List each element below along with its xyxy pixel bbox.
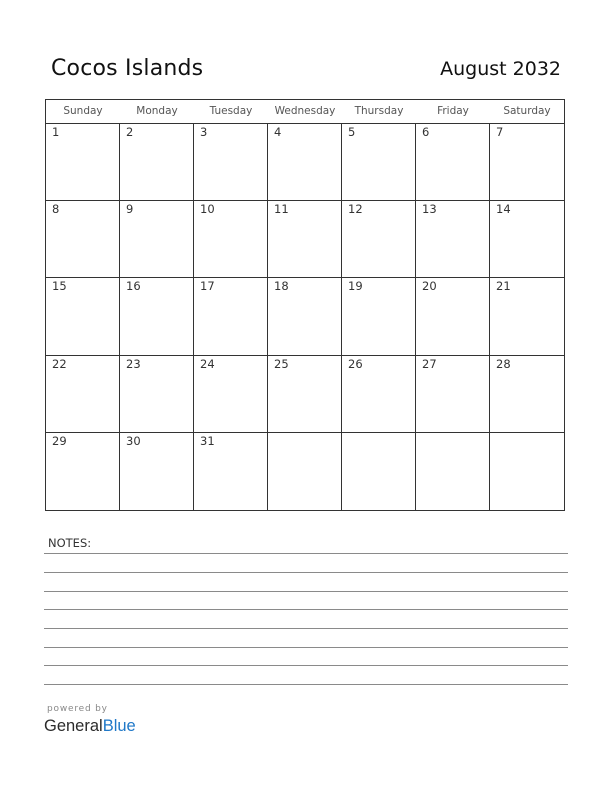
day-cell bbox=[268, 356, 342, 433]
brand-general: General bbox=[44, 717, 103, 735]
weekday-thursday: Thursday bbox=[354, 105, 404, 117]
day-cell bbox=[46, 201, 120, 278]
note-line bbox=[44, 553, 568, 554]
day-cell bbox=[342, 433, 416, 510]
day-cell bbox=[46, 356, 120, 433]
day-cell bbox=[268, 201, 342, 278]
day-cell bbox=[120, 433, 194, 510]
day-cell bbox=[342, 278, 416, 355]
weekday-monday: Monday bbox=[136, 105, 178, 117]
day-cell bbox=[194, 124, 268, 201]
day-cell bbox=[194, 278, 268, 355]
day-cell bbox=[416, 356, 490, 433]
notes-label: NOTES: bbox=[48, 536, 92, 550]
day-cell bbox=[46, 124, 120, 201]
day-cell bbox=[416, 433, 490, 510]
day-cell bbox=[194, 433, 268, 510]
day-number: 28 bbox=[496, 356, 511, 371]
brand-logo bbox=[44, 703, 136, 737]
day-cell bbox=[416, 278, 490, 355]
note-line bbox=[44, 684, 568, 685]
day-number: 20 bbox=[422, 279, 437, 294]
day-cell bbox=[120, 124, 194, 201]
weekday-saturday: Saturday bbox=[503, 105, 551, 117]
day-number: 31 bbox=[200, 433, 215, 448]
day-number: 13 bbox=[422, 202, 437, 217]
day-number: 16 bbox=[126, 279, 141, 294]
day-number: 30 bbox=[126, 433, 141, 448]
day-number: 26 bbox=[348, 356, 363, 371]
day-cell bbox=[268, 433, 342, 510]
month-title: August 2032 bbox=[440, 58, 561, 80]
day-cell bbox=[342, 201, 416, 278]
day-cell bbox=[342, 124, 416, 201]
day-cells bbox=[46, 124, 564, 510]
note-line bbox=[44, 591, 568, 592]
day-number: 29 bbox=[52, 433, 67, 448]
day-cell bbox=[416, 201, 490, 278]
note-line bbox=[44, 572, 568, 573]
day-cell bbox=[120, 201, 194, 278]
day-cell bbox=[194, 201, 268, 278]
day-number: 10 bbox=[200, 202, 215, 217]
day-cell bbox=[268, 124, 342, 201]
weekday-header bbox=[46, 100, 564, 124]
calendar-grid bbox=[45, 99, 565, 511]
day-cell bbox=[416, 124, 490, 201]
day-cell bbox=[490, 124, 564, 201]
day-number: 2 bbox=[126, 125, 134, 139]
day-cell bbox=[490, 201, 564, 278]
day-cell bbox=[342, 356, 416, 433]
day-cell bbox=[120, 356, 194, 433]
powered-by-text: powered by bbox=[47, 704, 108, 714]
weekday-friday: Friday bbox=[437, 105, 469, 117]
day-cell bbox=[490, 356, 564, 433]
day-number: 8 bbox=[52, 202, 60, 217]
weekday-wednesday: Wednesday bbox=[274, 105, 336, 117]
day-number: 21 bbox=[496, 279, 511, 294]
day-cell bbox=[268, 278, 342, 355]
note-line bbox=[44, 609, 568, 610]
day-number: 22 bbox=[52, 356, 67, 371]
day-number: 14 bbox=[496, 202, 511, 217]
day-cell bbox=[490, 433, 564, 510]
day-number: 1 bbox=[52, 125, 60, 139]
weekday-tuesday: Tuesday bbox=[209, 105, 253, 117]
note-line bbox=[44, 647, 568, 648]
day-cell bbox=[194, 356, 268, 433]
day-number: 6 bbox=[422, 125, 430, 139]
day-cell bbox=[46, 433, 120, 510]
brand-name bbox=[44, 715, 136, 737]
day-number: 17 bbox=[200, 279, 215, 294]
day-number: 7 bbox=[496, 125, 504, 139]
weekday-sunday: Sunday bbox=[63, 105, 103, 117]
day-number: 18 bbox=[274, 279, 289, 294]
day-number: 25 bbox=[274, 356, 289, 371]
day-cell bbox=[490, 278, 564, 355]
day-cell bbox=[46, 278, 120, 355]
day-number: 9 bbox=[126, 202, 134, 217]
day-number: 23 bbox=[126, 356, 141, 371]
brand-blue: Blue bbox=[102, 717, 136, 735]
day-number: 24 bbox=[200, 356, 215, 371]
day-number: 12 bbox=[348, 202, 363, 217]
day-cell bbox=[120, 278, 194, 355]
day-number: 27 bbox=[422, 356, 437, 371]
day-number: 3 bbox=[200, 125, 208, 139]
day-number: 19 bbox=[348, 279, 363, 294]
region-title: Cocos Islands bbox=[51, 56, 204, 81]
day-number: 4 bbox=[274, 125, 282, 139]
day-number: 15 bbox=[52, 279, 67, 294]
day-number: 5 bbox=[348, 125, 356, 139]
day-number: 11 bbox=[274, 202, 289, 217]
note-line bbox=[44, 628, 568, 629]
note-line bbox=[44, 665, 568, 666]
